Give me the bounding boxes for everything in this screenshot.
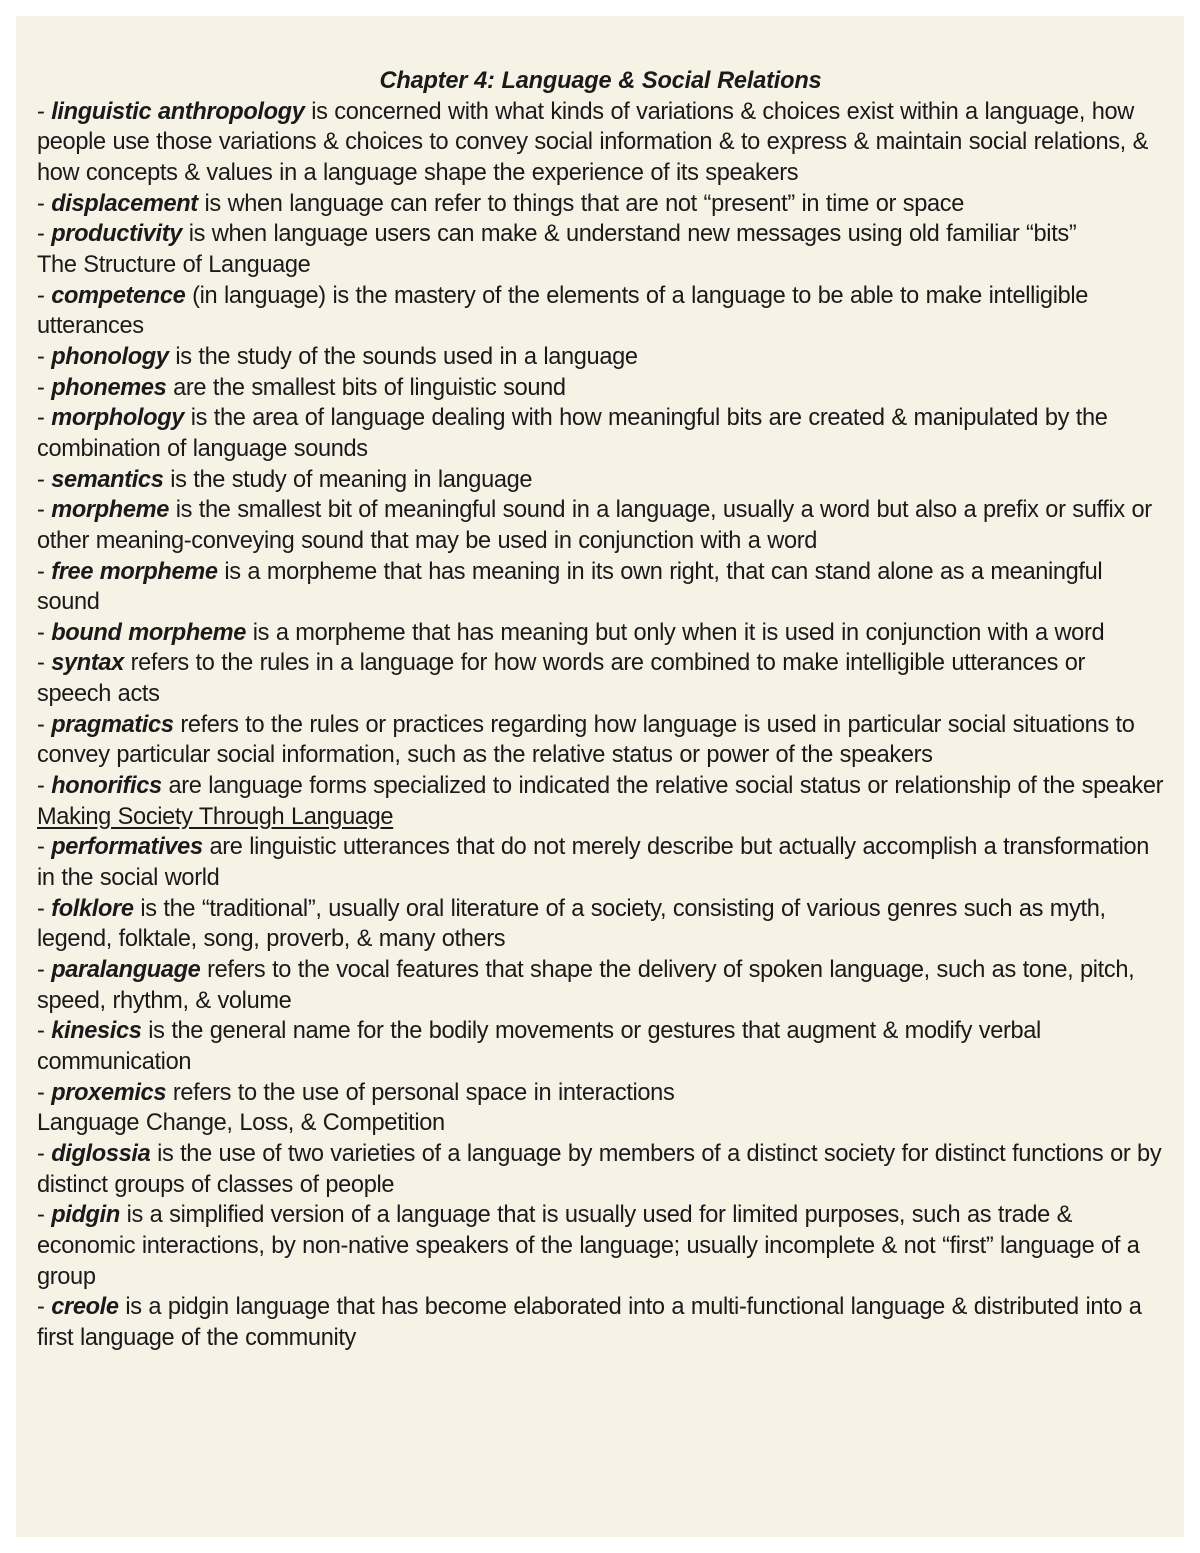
glossary-entry: - semantics is the study of meaning in language [37, 466, 533, 493]
section-heading [37, 802, 1164, 833]
glossary-definition: is the general name for the bodily movements or gestures that augment & modify verbal communication [37, 1018, 1041, 1075]
document-body [37, 66, 1164, 1354]
glossary-definition: is when language users can make & understand new messages using old familiar “bits” [188, 221, 1077, 248]
glossary-definition: is a pidgin language that has become elaborated into a multi-functional language & distributed into a first language of the community [37, 1294, 1142, 1351]
glossary-entry: - displacement is when language can refer to things that are not “present” in time or space [37, 190, 964, 217]
glossary-entry: - creole is a pidgin language that has become elaborated into a multi-functional language & distributed into a first language of the community [37, 1294, 1142, 1351]
glossary-term: linguistic anthropology [51, 98, 305, 125]
glossary-entry: - morpheme is the smallest bit of meaningful sound in a language, usually a word but also a prefix or suffix or other meaning-conveying sound that may be used in conjunction with a word [37, 497, 1152, 554]
page-title: Chapter 4: Language & Social Relations [379, 68, 822, 94]
glossary-definition: are linguistic utterances that do not merely describe but actually accomplish a transformation in the social world [37, 834, 1150, 892]
glossary-entry: - syntax refers to the rules in a language for how words are combined to make intelligible utterances or speech acts [37, 650, 1086, 708]
glossary-entry: - phonology is the study of the sounds used in a language [37, 343, 638, 370]
glossary-definition: is the smallest bit of meaningful sound in a language, usually a word but also a prefix or suffix or other meaning-conveying sound that may be used in conjunction with a word [37, 497, 1152, 554]
glossary-entry: - productivity is when language users can make & understand new messages using old familiar “bits” [37, 221, 1077, 248]
glossary-term: kinesics [51, 1018, 142, 1045]
glossary-definition: is the study of the sounds used in a language [175, 343, 638, 370]
section-heading-text: Language Change, Loss, & Competition [37, 1110, 445, 1137]
glossary-definition: is the use of two varieties of a language by members of a distinct society for distinct functions or by distinct groups of classes of people [37, 1140, 1162, 1198]
section-heading [37, 250, 1164, 281]
glossary-entry: - pragmatics refers to the rules or practices regarding how language is used in particular social situations to convey particular social information, such as the relative status or power of the speakers [37, 711, 1135, 769]
glossary-term: morphology [51, 405, 185, 432]
section-heading-text: Making Society Through Language [37, 803, 394, 830]
document-page [16, 16, 1184, 1537]
glossary-definition: is a morpheme that has meaning but only when it is used in conjunction with a word [252, 619, 1105, 646]
glossary-entry: - competence (in language) is the mastery of the elements of a language to be able to make intelligible utterances [37, 282, 1089, 340]
glossary-definition: are language forms specialized to indicated the relative social status or relationship of the speaker [168, 773, 1164, 800]
glossary-entry: - morphology is the area of language dealing with how meaningful bits are created & manipulated by the combination of language sounds [37, 405, 1108, 462]
glossary-term: free morpheme [51, 558, 218, 585]
glossary-term: diglossia [51, 1140, 151, 1167]
glossary-term: proxemics [51, 1079, 167, 1106]
glossary-term: syntax [51, 650, 124, 677]
glossary-term: morpheme [51, 497, 170, 524]
glossary-term: phonemes [51, 374, 167, 401]
glossary-definition: is the “traditional”, usually oral literature of a society, consisting of various genres such as myth, legend, folktale, song, proverb, & many others [37, 895, 1106, 953]
glossary-definition: (in language) is the mastery of the elements of a language to be able to make intelligible utterances [37, 282, 1089, 340]
glossary-entry: - folklore is the “traditional”, usually oral literature of a society, consisting of various genres such as myth, legend, folktale, song, proverb, & many others [37, 895, 1106, 953]
glossary-entry: - free morpheme is a morpheme that has meaning in its own right, that can stand alone as a meaningful sound [37, 558, 1103, 616]
glossary-definition: is the area of language dealing with how meaningful bits are created & manipulated by the combination of language sounds [37, 405, 1108, 462]
glossary-definition: refers to the rules in a language for how words are combined to make intelligible utterances or speech acts [37, 650, 1086, 708]
glossary-definition: refers to the rules or practices regarding how language is used in particular social situations to convey particular social information, such as the relative status or power of the speakers [37, 711, 1135, 769]
glossary-term: pragmatics [51, 711, 174, 738]
glossary-definition: is concerned with what kinds of variations & choices exist within a language, how people use those variations & choices to convey social information & to express & maintain social relations, & how concepts & values in a language shape the experience of its speakers [37, 98, 1148, 186]
glossary-definition: are the smallest bits of linguistic sound [173, 374, 566, 401]
glossary-definition: refers to the use of personal space in interactions [172, 1079, 675, 1106]
glossary-definition: is a simplified version of a language that is usually used for limited purposes, such as trade & economic interactions, by non-native speakers of the language; usually incomplete & not “first” language of a group [37, 1202, 1140, 1290]
glossary-entry: - bound morpheme is a morpheme that has meaning but only when it is used in conjunction with a word [37, 619, 1105, 646]
glossary-definition: is when language can refer to things that are not “present” in time or space [204, 190, 964, 217]
glossary-term: creole [51, 1294, 119, 1321]
glossary-term: displacement [51, 190, 198, 217]
glossary-entry: - honorifics are language forms specialized to indicated the relative social status or relationship of the speaker [37, 773, 1164, 800]
glossary-term: paralanguage [51, 957, 201, 984]
glossary-definition: is the study of meaning in language [170, 466, 533, 493]
glossary-term: semantics [51, 466, 164, 493]
glossary-term: productivity [51, 221, 183, 248]
glossary-definition: is a morpheme that has meaning in its own right, that can stand alone as a meaningful sound [37, 558, 1103, 616]
glossary-term: competence [51, 282, 186, 309]
glossary-term: pidgin [51, 1202, 120, 1229]
glossary-entry: - pidgin is a simplified version of a language that is usually used for limited purposes, such as trade & economic interactions, by non-native speakers of the language; usually incomplete & not “first” language of a group [37, 1202, 1140, 1290]
glossary-definition: refers to the vocal features that shape the delivery of spoken language, such as tone, pitch, speed, rhythm, & volume [37, 957, 1135, 1014]
glossary-entry: - performatives are linguistic utterances that do not merely describe but actually accomplish a transformation in the social world [37, 834, 1150, 892]
glossary-entry: - kinesics is the general name for the bodily movements or gestures that augment & modify verbal communication [37, 1018, 1041, 1075]
section-heading-text: The Structure of Language [37, 251, 311, 278]
glossary-entry: - phonemes are the smallest bits of linguistic sound [37, 374, 566, 401]
glossary-term: folklore [51, 895, 134, 922]
glossary-entry: - diglossia is the use of two varieties of a language by members of a distinct society for distinct functions or by distinct groups of classes of people [37, 1140, 1162, 1198]
glossary-term: phonology [51, 343, 169, 370]
glossary-entry: - proxemics refers to the use of personal space in interactions [37, 1079, 675, 1106]
glossary-entry: - linguistic anthropology is concerned with what kinds of variations & choices exist within a language, how people use those variations & choices to convey social information & to express & maintain social relations, & how concepts & values in a language shape the experience of its speakers [37, 98, 1148, 186]
glossary-term: bound morpheme [51, 619, 247, 646]
glossary-term: performatives [51, 834, 203, 861]
glossary-entry: - paralanguage refers to the vocal features that shape the delivery of spoken language, such as tone, pitch, speed, rhythm, & volume [37, 957, 1135, 1014]
glossary-term: honorifics [51, 773, 162, 800]
glossary-list [37, 97, 1164, 1354]
section-heading [37, 1108, 1164, 1139]
